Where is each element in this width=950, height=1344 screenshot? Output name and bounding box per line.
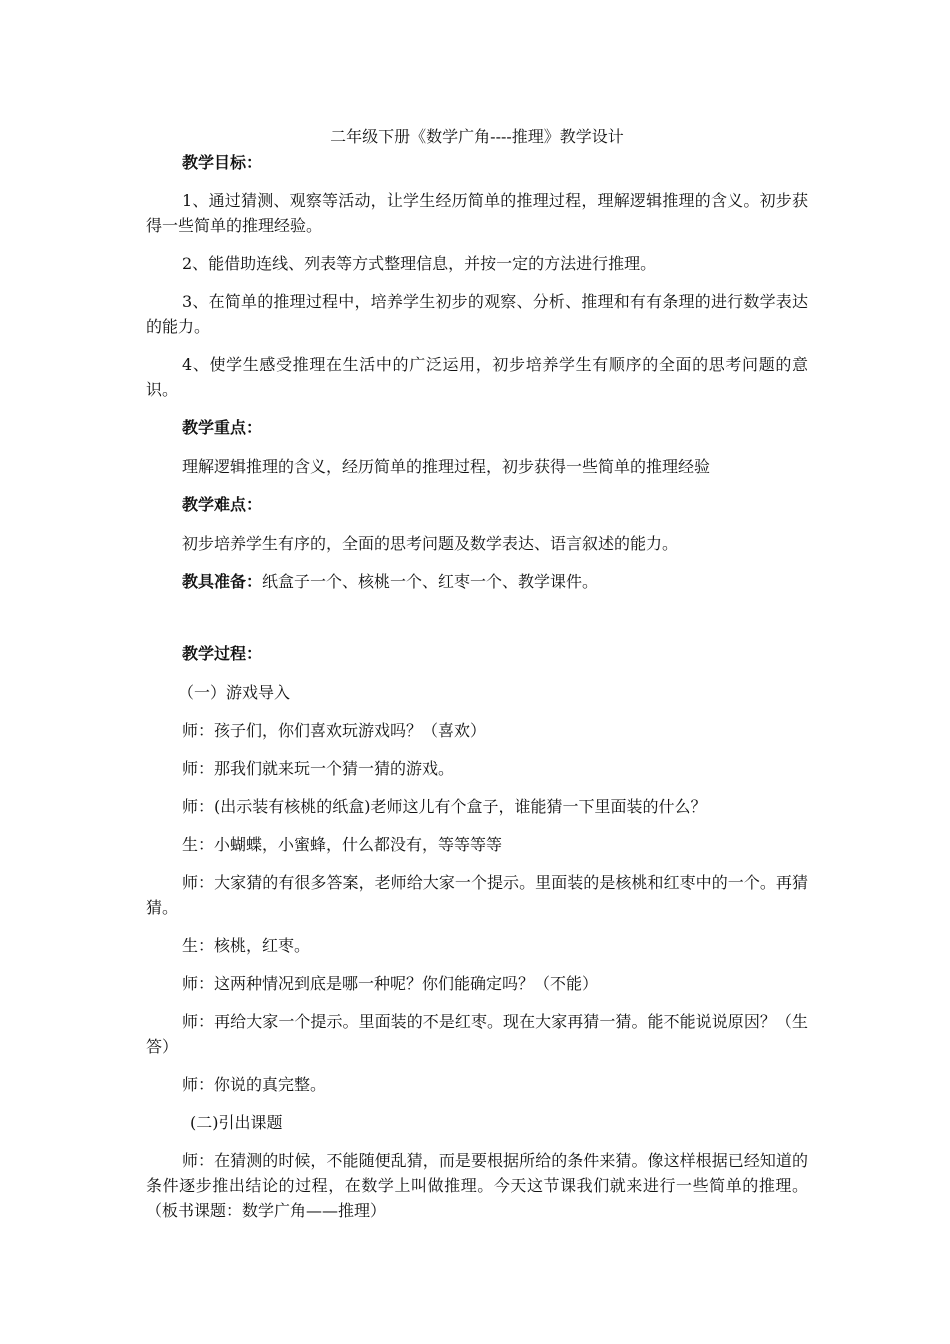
section1-title: （一）游戏导入 <box>178 683 291 702</box>
materials-heading: 教具准备： <box>182 572 263 591</box>
dialogue-line-1: 师：孩子们，你们喜欢玩游戏吗？（喜欢） <box>182 721 487 740</box>
key-point-text: 理解逻辑推理的含义，经历简单的推理过程，初步获得一些简单的推理经验 <box>182 457 711 476</box>
dialogue-line-3: 师：(出示装有核桃的纸盒)老师这儿有个盒子，谁能猜一下里面装的什么？ <box>182 797 707 816</box>
goals-heading: 教学目标： <box>182 153 263 172</box>
document-title: 二年级下册《数学广角----推理》教学设计 <box>330 127 624 146</box>
dialogue-line-4: 生：小蝴蝶，小蜜蜂，什么都没有，等等等等 <box>182 835 503 854</box>
dialogue-line-9: 师：你说的真完整。 <box>182 1075 327 1094</box>
materials-text: 纸盒子一个、核桃一个、红枣一个、教学课件。 <box>262 572 599 591</box>
goal-item-4: 4、使学生感受推理在生活中的广泛运用，初步培养学生有顺序的全面的思考问题的意识。 <box>146 355 808 399</box>
goal-item-3: 3、在简单的推理过程中，培养学生初步的观察、分析、推理和有有条理的进行数学表达的能力。 <box>146 292 808 336</box>
difficulty-heading: 教学难点： <box>182 495 263 514</box>
goal-item-1: 1、通过猜测、观察等活动，让学生经历简单的推理过程，理解逻辑推理的含义。初步获得一些简单的推理经验。 <box>146 191 808 235</box>
materials-line <box>146 569 808 595</box>
dialogue-line-2: 师：那我们就来玩一个猜一猜的游戏。 <box>182 759 455 778</box>
dialogue-line-10: 师：在猜测的时候，不能随便乱猜，而是要根据所给的条件来猜。像这样根据已经知道的条件逐步推出结论的过程，在数学上叫做推理。今天这节课我们就来进行一些简单的推理。（板书课题：数学广角——推理） <box>146 1151 808 1220</box>
dialogue-line-8: 师：再给大家一个提示。里面装的不是红枣。现在大家再猜一猜。能不能说说原因？（生答） <box>146 1012 808 1056</box>
process-heading: 教学过程： <box>182 644 263 663</box>
goal-item-2: 2、能借助连线、列表等方式整理信息，并按一定的方法进行推理。 <box>182 254 657 273</box>
key-point-heading: 教学重点： <box>182 418 263 437</box>
dialogue-line-5: 师：大家猜的有很多答案，老师给大家一个提示。里面装的是核桃和红枣中的一个。再猜猜。 <box>146 873 808 917</box>
difficulty-text: 初步培养学生有序的，全面的思考问题及数学表达、语言叙述的能力。 <box>182 534 679 553</box>
document-page <box>146 124 808 1223</box>
section2-title: (二)引出课题 <box>190 1113 283 1132</box>
dialogue-line-7: 师：这两种情况到底是哪一种呢？你们能确定吗？（不能） <box>182 974 599 993</box>
dialogue-line-6: 生：核桃，红枣。 <box>182 936 311 955</box>
